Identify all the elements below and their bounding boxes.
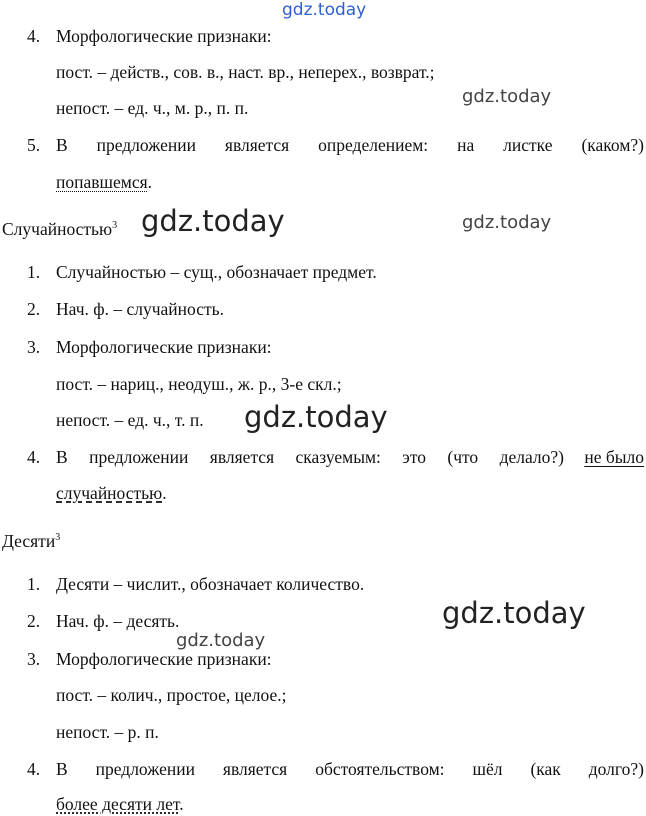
item-number: 1.	[27, 574, 41, 594]
item-text: Нач. ф. – десять.	[56, 611, 180, 631]
item-number: 1.	[27, 262, 41, 282]
item-text: Морфологические признаки:	[56, 26, 272, 46]
item-number: 2.	[27, 611, 41, 631]
watermark: gdz.today	[442, 596, 586, 630]
item-text: Нач. ф. – случайность.	[56, 299, 224, 319]
heading-text: Десяти	[2, 531, 56, 551]
item-text-content: В предложении является определением: на листке (каком?)	[56, 135, 644, 155]
section-heading	[2, 526, 60, 553]
morph-post: пост. – нариц., неодуш., ж. р., 3-е скл.;	[56, 374, 342, 394]
section-heading	[2, 214, 117, 241]
item-text-content: В предложении является обстоятельством: шёл (как долго?)	[56, 759, 644, 779]
item-number: 2.	[27, 299, 41, 319]
watermark: gdz.today	[462, 212, 552, 233]
item-number: 4.	[27, 26, 41, 46]
underlined-predicate: не было	[584, 447, 644, 467]
period: .	[162, 483, 167, 503]
item-continuation	[56, 170, 152, 194]
item-text: Случайностью – сущ., обозначает предмет.	[56, 262, 377, 282]
underlined-word: случайностью	[56, 483, 163, 503]
item-text	[56, 445, 644, 469]
watermark-top: gdz.today	[282, 0, 367, 20]
period: .	[147, 172, 153, 192]
watermark: gdz.today	[141, 204, 285, 238]
watermark: gdz.today	[244, 400, 388, 434]
underlined-word: попавшемся	[56, 172, 148, 192]
watermark: gdz.today	[176, 630, 266, 651]
item-text: Морфологические признаки:	[56, 337, 272, 357]
morph-nepost: непост. – ед. ч., т. п.	[56, 410, 204, 430]
item-text	[56, 757, 644, 781]
item-continuation	[56, 481, 167, 505]
item-number: 5.	[27, 135, 41, 155]
morph-nepost: непост. – р. п.	[56, 722, 159, 742]
morph-post: пост. – действ., сов. в., наст. вр., неперех., возврат.;	[56, 62, 435, 82]
period: .	[179, 794, 184, 814]
item-number: 3.	[27, 649, 41, 669]
item-number: 4.	[27, 447, 41, 467]
item-text-content: В предложении является сказуемым: это (что делало?)	[56, 447, 564, 467]
item-text: Морфологические признаки:	[56, 649, 272, 669]
underlined-word: более десяти лет	[56, 794, 180, 814]
item-number: 3.	[27, 337, 41, 357]
heading-text: Случайностью	[2, 219, 113, 239]
morph-nepost: непост. – ед. ч., м. р., п. п.	[56, 98, 249, 118]
item-number: 4.	[27, 759, 41, 779]
item-text	[56, 133, 644, 157]
heading-superscript: 3	[55, 532, 61, 543]
item-text: Десяти – числит., обозначает количество.	[56, 574, 365, 594]
heading-superscript: 3	[112, 220, 118, 231]
item-continuation	[56, 792, 184, 816]
watermark: gdz.today	[462, 86, 552, 107]
morph-post: пост. – колич., простое, целое.;	[56, 685, 287, 705]
